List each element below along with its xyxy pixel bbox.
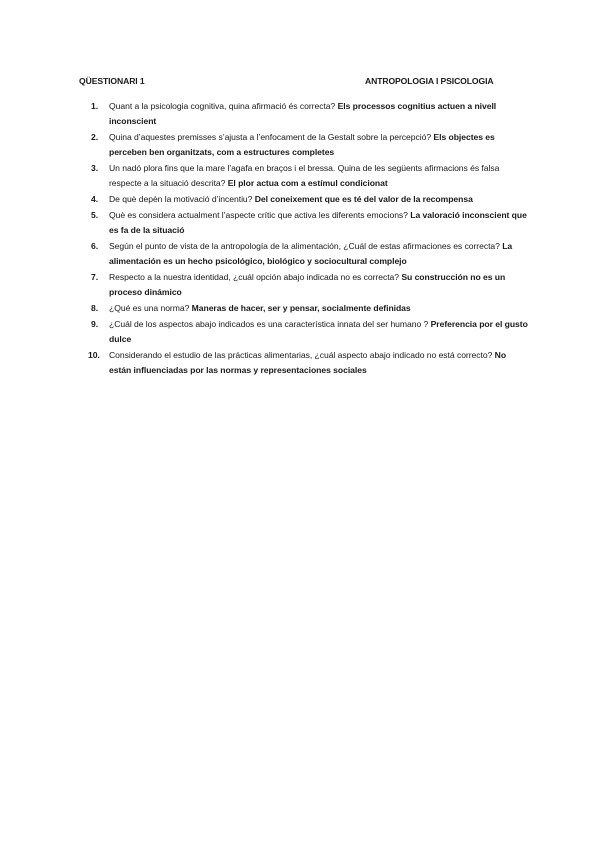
question-item (79, 99, 529, 129)
question-list (79, 99, 529, 379)
question-text: Un nadó plora fins que la mare l’agafa en braços i el bressa. Quina de les següents afirmacions és falsa respecte a la situació descrita? (109, 163, 500, 188)
document-header (79, 76, 505, 90)
question-item (79, 161, 529, 191)
question-item (79, 301, 529, 316)
question-text: Según el punto de vista de la antropología de la alimentación, ¿Cuál de estas afirmaciones es correcta? (109, 241, 500, 251)
question-answer: El plor actua com a estímul condicionat (227, 178, 388, 188)
question-number: 6. (91, 241, 99, 251)
question-item (79, 317, 529, 347)
question-text: Què es considera actualment l’aspecte crític que activa les diferents emocions? (109, 210, 408, 220)
question-item (79, 208, 529, 238)
question-text: Considerando el estudio de las prácticas alimentarias, ¿cuál aspecto abajo indicado no está correcto? (109, 350, 493, 360)
header-title-right: ANTROPOLOGIA I PSICOLOGIA (365, 76, 494, 86)
question-answer: Maneras de hacer, ser y pensar, socialmente definidas (191, 303, 411, 313)
question-text: Quina d’aquestes premisses s’ajusta a l’enfocament de la Gestalt sobre la percepció? (109, 132, 432, 142)
question-answer: No están influenciadas por las normas y representaciones sociales (109, 350, 507, 375)
question-number: 1. (91, 101, 99, 111)
question-number: 5. (91, 210, 99, 220)
question-number: 10. (88, 350, 100, 360)
header-title-left: QÜESTIONARI 1 (79, 76, 145, 86)
question-answer: Del coneixement que es té del valor de la recompensa (254, 194, 473, 204)
question-item (79, 270, 529, 300)
question-text: De què depèn la motivació d’incentiu? (109, 194, 253, 204)
question-answer: Su construcción no es un proceso dinámico (109, 272, 506, 297)
question-number: 2. (91, 132, 99, 142)
question-item (79, 130, 529, 160)
question-text: ¿Cuál de los aspectos abajo indicados es una característica innata del ser humano ? (109, 319, 429, 329)
question-answer: Preferencia por el gusto dulce (109, 319, 528, 344)
question-item (79, 348, 529, 378)
question-number: 4. (91, 194, 99, 204)
question-number: 9. (91, 319, 99, 329)
question-text: Respecto a la nuestra identidad, ¿cuál opción abajo indicada no es correcta? (109, 272, 400, 282)
question-answer: La valoració inconscient que es fa de la situació (109, 210, 527, 235)
question-item (79, 239, 529, 269)
question-answer: Els objectes es perceben ben organitzats, com a estructures completes (109, 132, 495, 157)
question-text: Quant a la psicologia cognitiva, quina afirmació és correcta? (109, 101, 336, 111)
question-number: 7. (91, 272, 99, 282)
question-answer: Els processos cognitius actuen a nivell inconscient (109, 101, 497, 126)
question-item (79, 192, 529, 207)
question-number: 8. (91, 303, 99, 313)
question-answer: La alimentación es un hecho psicológico, biológico y sociocultural complejo (109, 241, 513, 266)
question-number: 3. (91, 163, 99, 173)
question-text: ¿Qué es una norma? (109, 303, 190, 313)
